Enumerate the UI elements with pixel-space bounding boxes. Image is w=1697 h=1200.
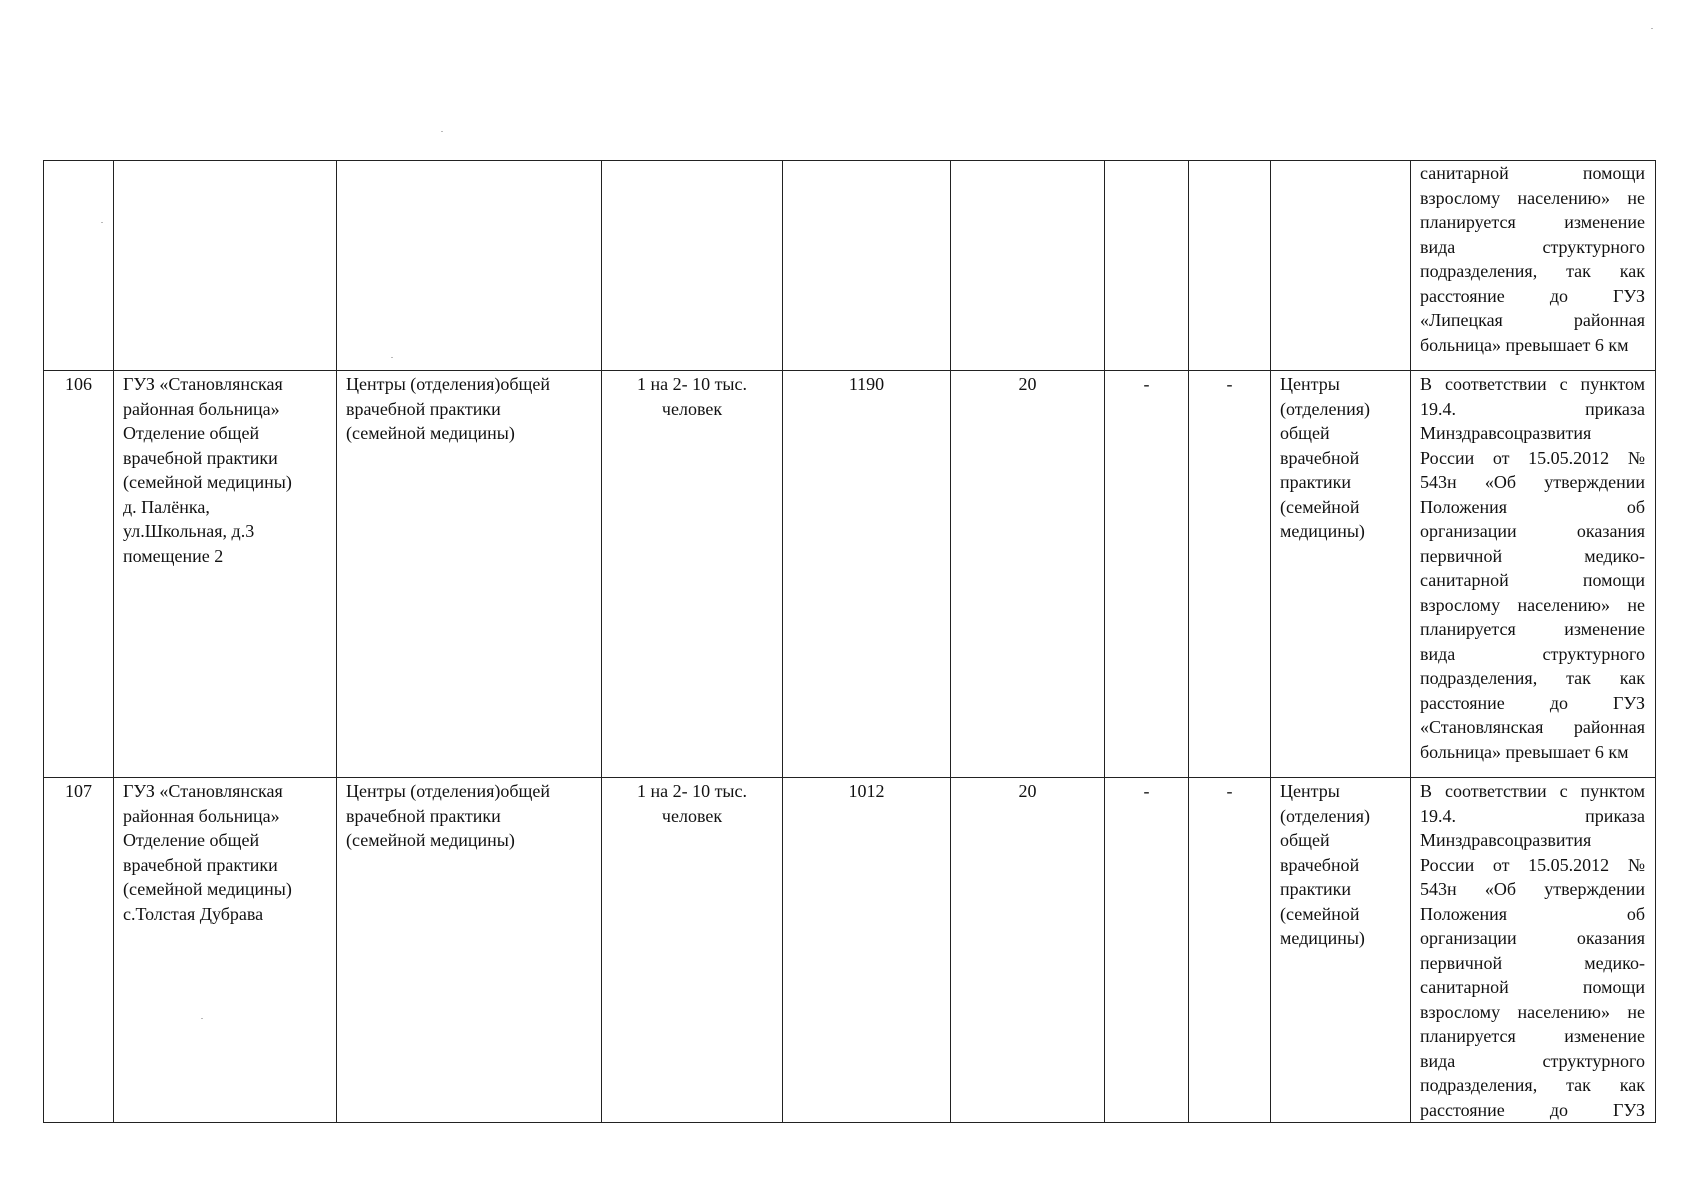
scan-artifact [101,222,103,223]
note-line: планируется изменение [1420,619,1645,639]
planned-line: общей [1280,423,1330,443]
note-line: 19.4. приказа [1420,805,1645,826]
cell-planned-type [1271,161,1411,371]
cell-norm [602,778,783,1123]
scan-artifact [391,357,393,358]
type-line: Центры (отделения)общей [346,781,550,801]
note-line: организации оказания [1420,521,1645,541]
note-line: В соответствии с пунктом [1420,374,1645,394]
org-line: районная больница» [123,398,280,419]
note-line: Минздравсоцразвития [1420,830,1592,850]
note-line: вида структурного [1420,1050,1645,1071]
org-line: ул.Школьная, д.3 [123,521,255,541]
note-line: Минздравсоцразвития [1420,423,1592,443]
note-line: подразделения, так как [1420,261,1645,281]
planned-line: практики [1280,472,1352,492]
type-line: врачебной практики [346,398,501,419]
norm-line: 1 на 2- 10 тыс. [636,781,748,801]
scan-artifact [201,1018,203,1019]
note-line: взрослому населению» не [1420,1001,1645,1022]
norm-line: 1 на 2- 10 тыс. [636,374,748,394]
org-line: врачебной практики [123,854,278,875]
planned-line: Центры [1280,374,1340,394]
cell-organization [114,371,337,778]
type-line: (семейной медицины) [346,423,515,443]
planned-line: (отделения) [1280,805,1371,826]
note-line: организации оказания [1420,928,1645,948]
note-line: санитарной помощи [1420,570,1645,590]
planned-line: общей [1280,830,1330,850]
note-line: расстояние до ГУЗ [1420,692,1645,713]
note-line: «Липецкая районная [1420,310,1645,330]
cell-col7: - [1105,778,1189,1123]
org-line: районная больница» [123,805,280,826]
type-line: (семейной медицины) [346,830,515,850]
cell-number: 106 [44,371,114,778]
note-line: Положения об [1420,903,1645,924]
note-line: первичной медико- [1420,952,1645,973]
org-line: Отделение общей [123,423,260,443]
cell-col8 [1189,161,1271,371]
registry-table [43,160,1656,1123]
cell-note [1411,778,1656,1123]
cell-col8: - [1189,778,1271,1123]
cell-unit-type [337,778,602,1123]
type-line: врачебной практики [346,805,501,826]
scan-artifact [1651,28,1653,29]
note-line: планируется изменение [1420,1026,1645,1046]
table-row-107 [44,778,1656,1123]
cell-col7 [1105,161,1189,371]
cell-note [1411,371,1656,778]
cell-distance: 20 [951,371,1105,778]
note-line: расстояние до ГУЗ [1420,1099,1645,1120]
note-line: подразделения, так как [1420,1075,1645,1095]
org-line: ГУЗ «Становлянская [123,781,283,801]
note-line: первичной медико- [1420,545,1645,566]
cell-planned-type [1271,778,1411,1123]
note-line: Положения об [1420,496,1645,517]
cell-distance [951,161,1105,371]
note-line: взрослому населению» не [1420,594,1645,615]
cell-norm [602,371,783,778]
note-line: вида структурного [1420,236,1645,257]
note-line: больница» превышает 6 км [1420,741,1629,762]
planned-line: (семейной [1280,496,1360,517]
planned-line: врачебной [1280,447,1360,468]
cell-distance: 20 [951,778,1105,1123]
table-row-106 [44,371,1656,778]
org-line: д. Палёнка, [123,496,210,517]
planned-line: (семейной [1280,903,1360,924]
cell-population: 1012 [783,778,951,1123]
note-line: В соответствии с пунктом [1420,781,1645,801]
note-line: подразделения, так как [1420,668,1645,688]
norm-line: человек [661,805,723,826]
note-line: 543н «Об утверждении [1420,472,1645,492]
note-line: санитарной помощи [1420,163,1645,183]
note-line: санитарной помощи [1420,977,1645,997]
cell-note [1411,161,1656,371]
org-line: врачебной практики [123,447,278,468]
cell-number: 107 [44,778,114,1123]
table-row-continuation [44,161,1656,371]
org-line: (семейной медицины) [123,879,292,899]
cell-number [44,161,114,371]
norm-line: человек [661,398,723,419]
org-line: ГУЗ «Становлянская [123,374,283,394]
note-line: 19.4. приказа [1420,398,1645,419]
planned-line: (отделения) [1280,398,1371,419]
planned-line: медицины) [1280,521,1365,541]
note-line: России от 15.05.2012 № [1420,447,1645,468]
note-line: расстояние до ГУЗ [1420,285,1645,306]
note-line: 543н «Об утверждении [1420,879,1645,899]
cell-organization [114,778,337,1123]
type-line: Центры (отделения)общей [346,374,550,394]
note-line: «Становлянская районная [1420,717,1645,737]
cell-unit-type [337,161,602,371]
cell-planned-type [1271,371,1411,778]
note-line: вида структурного [1420,643,1645,664]
org-line: помещение 2 [123,545,224,566]
planned-line: медицины) [1280,928,1365,948]
note-line: России от 15.05.2012 № [1420,854,1645,875]
org-line: Отделение общей [123,830,260,850]
cell-unit-type [337,371,602,778]
planned-line: практики [1280,879,1352,899]
note-line: взрослому населению» не [1420,187,1645,208]
cell-norm [602,161,783,371]
org-line: (семейной медицины) [123,472,292,492]
cell-population: 1190 [783,371,951,778]
cell-organization [114,161,337,371]
cell-population [783,161,951,371]
scan-artifact [441,131,443,132]
note-line: больница» превышает 6 км [1420,334,1629,355]
cell-col7: - [1105,371,1189,778]
planned-line: врачебной [1280,854,1360,875]
cell-col8: - [1189,371,1271,778]
org-line: с.Толстая Дубрава [123,903,264,924]
note-line: планируется изменение [1420,212,1645,232]
planned-line: Центры [1280,781,1340,801]
